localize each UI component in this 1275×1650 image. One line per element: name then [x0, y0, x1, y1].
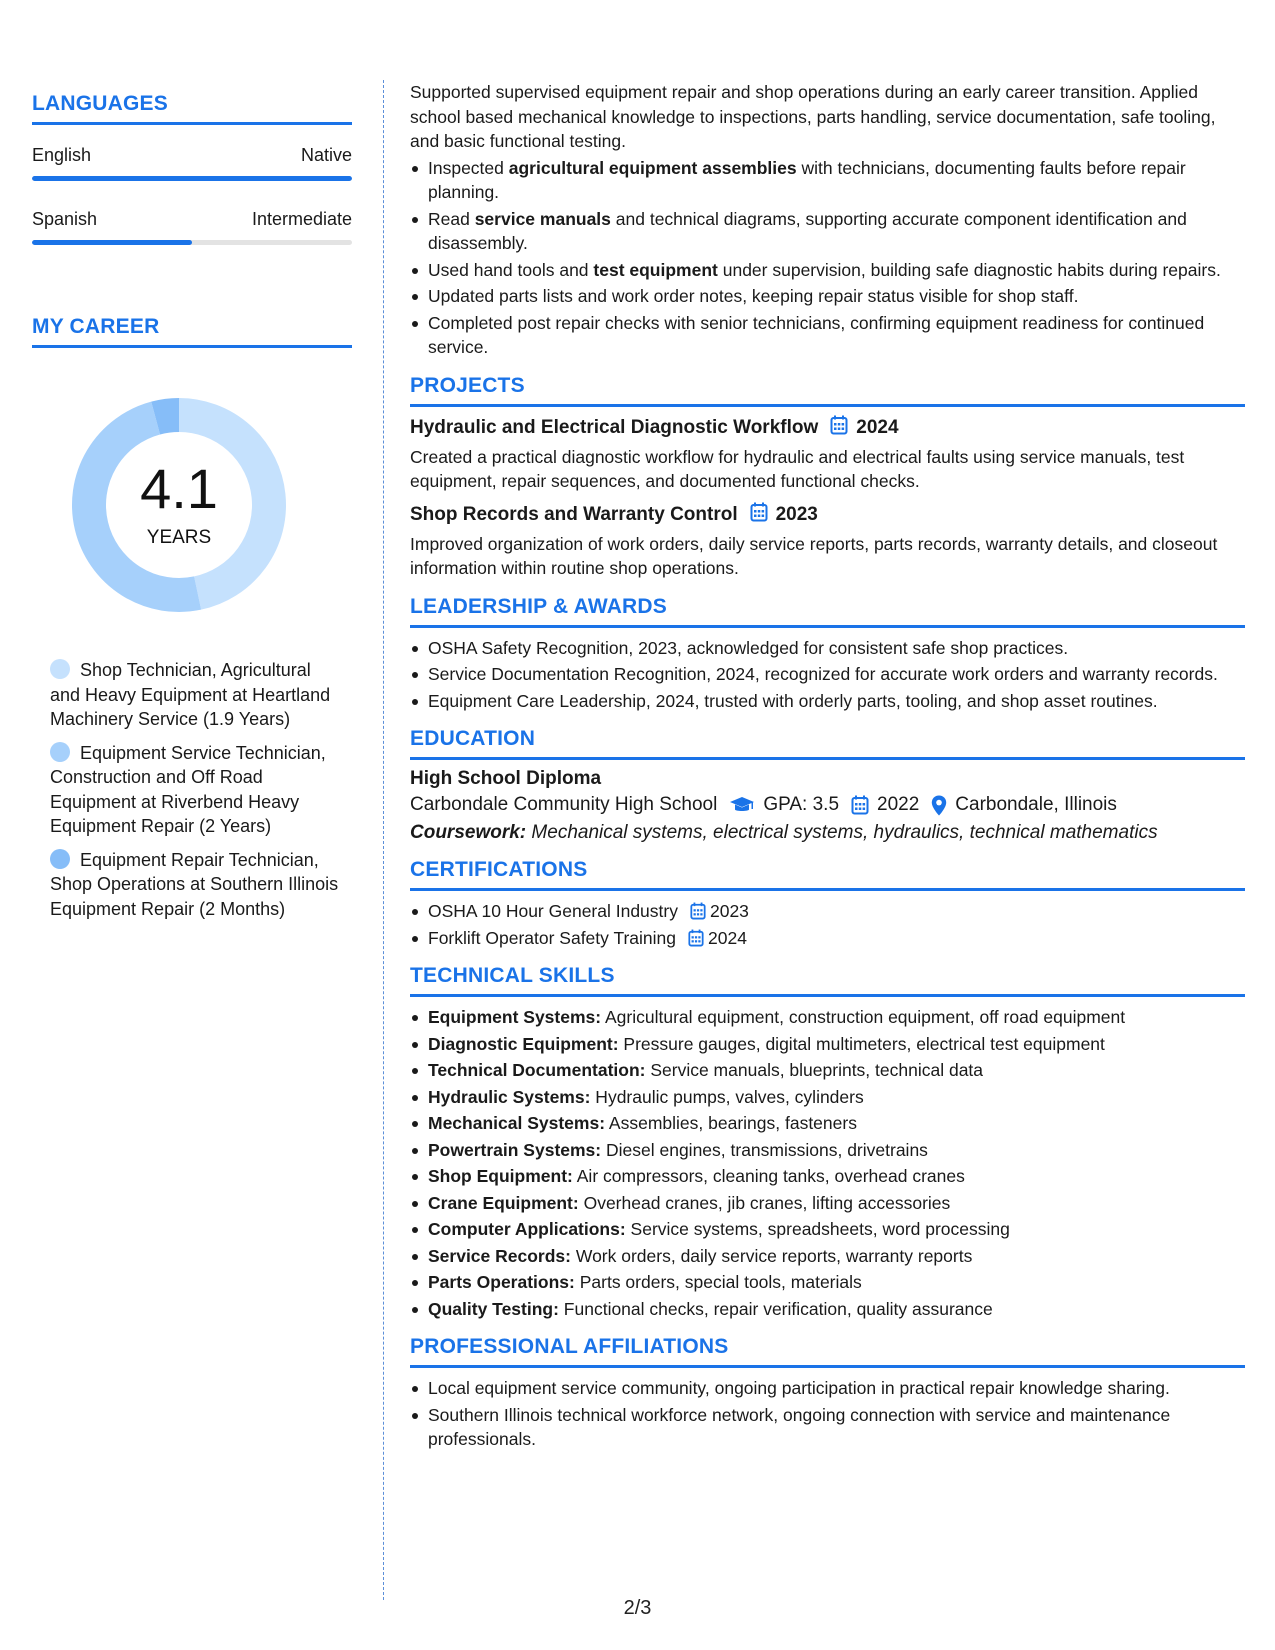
education-year: 2022 [877, 794, 920, 815]
location-pin-icon [931, 795, 947, 816]
calendar-icon [690, 902, 706, 920]
skill-item: Quality Testing: Functional checks, repair verification, quality assurance [410, 1297, 1245, 1322]
certification-year: 2024 [708, 927, 747, 948]
language-level: Intermediate [251, 209, 352, 229]
language-level-fill [32, 240, 192, 245]
award-item: OSHA Safety Recognition, 2023, acknowledged for consistent safe shop practices. [410, 636, 1245, 661]
project-description: Created a practical diagnostic workflow for hydraulic and electrical faults using service manuals, test equipment, repair sequences, and documented functional checks. [410, 446, 1185, 491]
skill-item: Shop Equipment: Air compressors, cleaning tanks, overhead cranes [410, 1164, 1245, 1189]
certification-name: Forklift Operator Safety Training [428, 927, 677, 948]
experience-bullet: Read service manuals and technical diagrams, supporting accurate component identification and disassembly. [410, 207, 1245, 256]
skill-item: Crane Equipment: Overhead cranes, jib cranes, lifting accessories [410, 1191, 1245, 1216]
skill-item: Powertrain Systems: Diesel engines, transmissions, drivetrains [410, 1138, 1245, 1163]
affiliations-list [410, 1376, 1245, 1452]
experience-bullets [410, 156, 1245, 360]
education-school: Carbondale Community High School [410, 794, 718, 815]
skill-item: Mechanical Systems: Assemblies, bearings, fasteners [410, 1111, 1245, 1136]
skill-item: Technical Documentation: Service manuals, blueprints, technical data [410, 1058, 1245, 1083]
award-item: Equipment Care Leadership, 2024, trusted with orderly parts, tooling, and shop asset routines. [410, 689, 1245, 714]
project-item [410, 415, 1245, 494]
experience-bullet: Completed post repair checks with senior technicians, confirming equipment readiness for continued service. [410, 311, 1245, 360]
language-level: Native [300, 145, 352, 165]
calendar-icon [830, 415, 848, 441]
calendar-icon [750, 502, 768, 528]
career-title: MY CAREER [32, 315, 352, 348]
experience-summary: Supported supervised equipment repair and shop operations during an early career transition. Applied school based mechanical knowledge to inspections, parts handling, service documentation, safe tooling, and basic functional testing. [410, 82, 1216, 151]
project-year: 2023 [775, 503, 818, 525]
career-legend-item [50, 658, 340, 732]
language-entry [32, 145, 352, 181]
award-item: Service Documentation Recognition, 2024, recognized for accurate work orders and warranty records. [410, 662, 1245, 687]
certification-item [410, 926, 1245, 951]
education-coursework [410, 822, 1245, 844]
experience-bullet: Inspected agricultural equipment assemblies with technicians, documenting faults before repair planning. [410, 156, 1245, 205]
page-number: 2/3 [623, 1597, 652, 1619]
language-name: Spanish [32, 209, 98, 229]
affiliations-title: PROFESSIONAL AFFILIATIONS [410, 1335, 1245, 1368]
graduation-cap-icon [729, 796, 755, 814]
projects-title: PROJECTS [410, 374, 1245, 407]
coursework-text: Mechanical systems, electrical systems, hydraulics, technical mathematics [526, 822, 1158, 843]
career-legend-item [50, 741, 340, 839]
right-column [410, 80, 1245, 1452]
column-divider [383, 80, 384, 1600]
skills-list [410, 1005, 1245, 1321]
certifications-list [410, 899, 1245, 950]
career-legend [50, 658, 340, 921]
education-title: EDUCATION [410, 727, 1245, 760]
skill-item: Hydraulic Systems: Hydraulic pumps, valves, cylinders [410, 1085, 1245, 1110]
experience-bullet: Updated parts lists and work order notes, keeping repair status visible for shop staff. [410, 284, 1245, 309]
legend-label: Equipment Repair Technician, Shop Operations at Southern Illinois Equipment Repair (2 Months) [50, 849, 339, 919]
awards-list [410, 636, 1245, 714]
experience-bullet: Used hand tools and test equipment under supervision, building safe diagnostic habits during repairs. [410, 258, 1245, 283]
project-year: 2024 [856, 416, 899, 438]
legend-dot [50, 849, 70, 869]
skill-item: Diagnostic Equipment: Pressure gauges, digital multimeters, electrical test equipment [410, 1032, 1245, 1057]
coursework-label: Coursework: [410, 822, 527, 843]
project-item [410, 502, 1245, 581]
languages-title: LANGUAGES [32, 92, 352, 125]
career-donut-chart [64, 390, 294, 620]
legend-label: Shop Technician, Agricultural and Heavy Equipment at Heartland Machinery Service (1.9 Years) [50, 660, 331, 729]
skill-item: Service Records: Work orders, daily service reports, warranty reports [410, 1244, 1245, 1269]
language-name: English [32, 145, 92, 165]
career-legend-item [50, 848, 340, 922]
legend-dot [50, 659, 70, 679]
project-name: Hydraulic and Electrical Diagnostic Workflow [410, 416, 819, 438]
affiliation-item: Local equipment service community, ongoing participation in practical repair knowledge sharing. [410, 1376, 1245, 1401]
legend-dot [50, 742, 70, 762]
education-degree: High School Diploma [410, 768, 602, 789]
project-description: Improved organization of work orders, daily service reports, parts records, warranty details, and closeout information within routine shop operations. [410, 533, 1218, 578]
language-level-bar [32, 240, 352, 245]
education-location: Carbondale, Illinois [955, 794, 1117, 815]
skills-title: TECHNICAL SKILLS [410, 964, 1245, 997]
left-column [32, 92, 352, 930]
certification-item [410, 899, 1245, 924]
skill-item: Parts Operations: Parts orders, special tools, materials [410, 1270, 1245, 1295]
calendar-icon [688, 929, 704, 947]
awards-title: LEADERSHIP & AWARDS [410, 595, 1245, 628]
career-total-unit: YEARS [146, 527, 212, 548]
certifications-title: CERTIFICATIONS [410, 858, 1245, 891]
legend-label: Equipment Service Technician, Construction and Off Road Equipment at Riverbend Heavy Equipment Repair (2 Years) [50, 742, 326, 836]
skill-item: Equipment Systems: Agricultural equipment, construction equipment, off road equipment [410, 1005, 1245, 1030]
calendar-icon [851, 795, 869, 815]
project-name: Shop Records and Warranty Control [410, 503, 738, 525]
affiliation-item: Southern Illinois technical workforce network, ongoing connection with service and maintenance professionals. [410, 1403, 1245, 1452]
career-total-years: 4.1 [140, 457, 218, 520]
education-details [410, 794, 1245, 816]
language-entry [32, 209, 352, 245]
certification-year: 2023 [709, 901, 749, 921]
certification-name: OSHA 10 Hour General Industry [428, 901, 678, 921]
education-gpa: GPA: 3.5 [763, 794, 840, 815]
skill-item: Computer Applications: Service systems, spreadsheets, word processing [410, 1217, 1245, 1242]
